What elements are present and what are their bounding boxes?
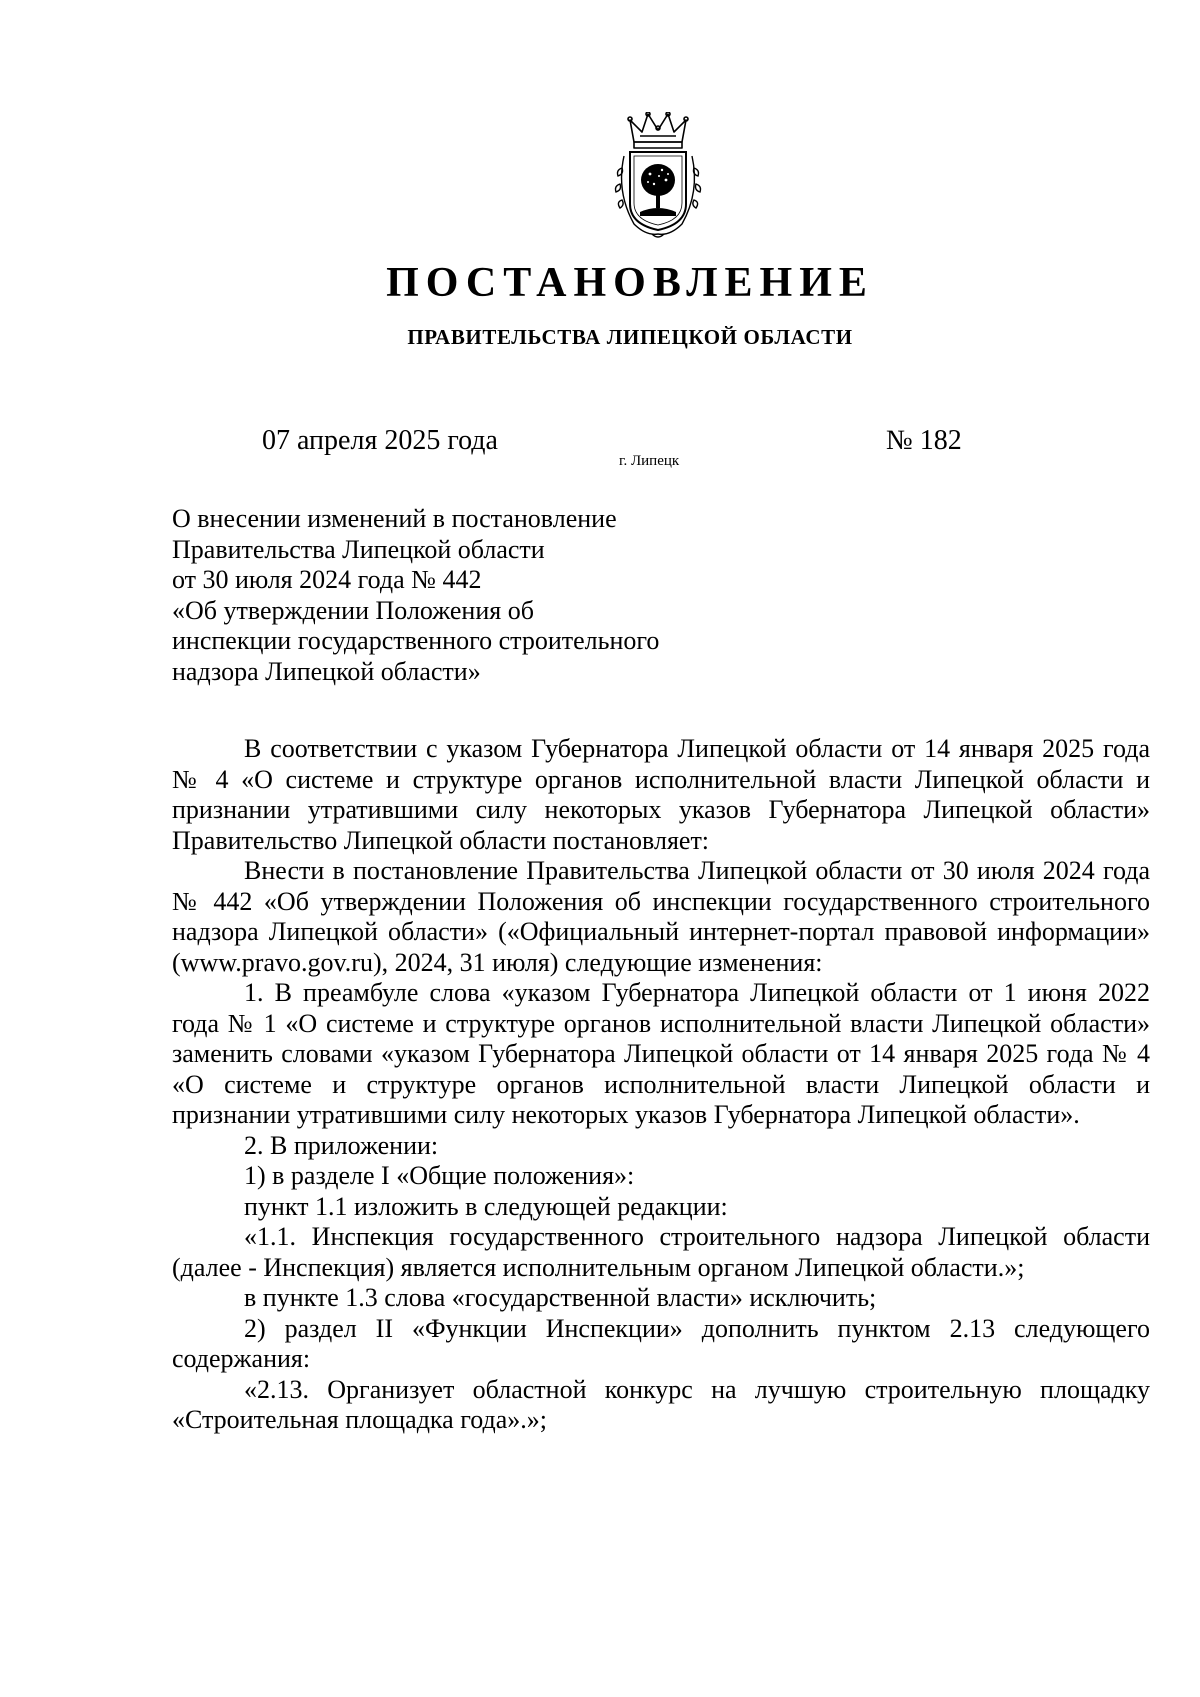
paragraph: В соответствии с указом Губернатора Липецкой области от 14 января 2025 года № 4 «О системе и структуре органов исполнительной власти Липецкой области и признании утратившими силу некоторых указов Губернатора Липецкой области» Правительство Липецкой области постановляет: xyxy=(172,734,1150,855)
heading-line: от 30 июля 2024 года № 442 xyxy=(172,565,482,594)
document-heading xyxy=(172,504,732,687)
paragraph: пункт 1.1 изложить в следующей редакции: xyxy=(244,1191,728,1221)
heading-line: О внесении изменений в постановление xyxy=(172,504,617,533)
paragraph: «1.1. Инспекция государственного строительного надзора Липецкой области (далее - Инспекция) является исполнительным органом Липецкой области.»; xyxy=(172,1222,1150,1282)
paragraph: Внести в постановление Правительства Липецкой области от 30 июля 2024 года № 442 «Об утверждении Положения об инспекции государственного строительного надзора Липецкой области» («Официальный интернет-портал правовой информации» (www.pravo.gov.ru), 2024, 31 июля) следующие изменения: xyxy=(172,856,1150,977)
heading-line: инспекции государственного строительного xyxy=(172,626,660,655)
paragraph: 2. В приложении: xyxy=(244,1130,439,1160)
paragraph: 2) раздел II «Функции Инспекции» дополнить пунктом 2.13 следующего содержания: xyxy=(172,1313,1150,1373)
paragraph: в пункте 1.3 слова «государственной власти» исключить; xyxy=(244,1283,877,1312)
heading-line: надзора Липецкой области» xyxy=(172,656,481,686)
document-number: № 182 xyxy=(886,425,962,456)
paragraph: 1) в разделе I «Общие положения»: xyxy=(244,1161,635,1190)
document-body xyxy=(172,734,1150,1436)
document-subtitle: ПРАВИТЕЛЬСТВА ЛИПЕЦКОЙ ОБЛАСТИ xyxy=(407,325,853,349)
paragraph: 1. В преамбуле слова «указом Губернатора Липецкой области от 1 июня 2022 года № 1 «О системе и структуре органов исполнительной власти Липецкой области» заменить словами «указом Губернатора Липецкой области от 14 января 2025 года № 4 «О системе и структуре органов исполнительной власти Липецкой области и признании утратившими силу некоторых указов Губернатора Липецкой области». xyxy=(172,978,1150,1129)
coat-of-arms-emblem xyxy=(612,112,704,242)
document-date: 07 апреля 2025 года xyxy=(262,425,498,456)
heading-line: Правительства Липецкой области xyxy=(172,534,545,564)
paragraph: «2.13. Организует областной конкурс на лучшую строительную площадку «Строительная площадка года».»; xyxy=(172,1374,1150,1434)
document-city: г. Липецк xyxy=(619,453,680,469)
heading-line: «Об утверждении Положения об xyxy=(172,595,534,625)
document-title: ПОСТАНОВЛЕНИЕ xyxy=(386,260,874,306)
